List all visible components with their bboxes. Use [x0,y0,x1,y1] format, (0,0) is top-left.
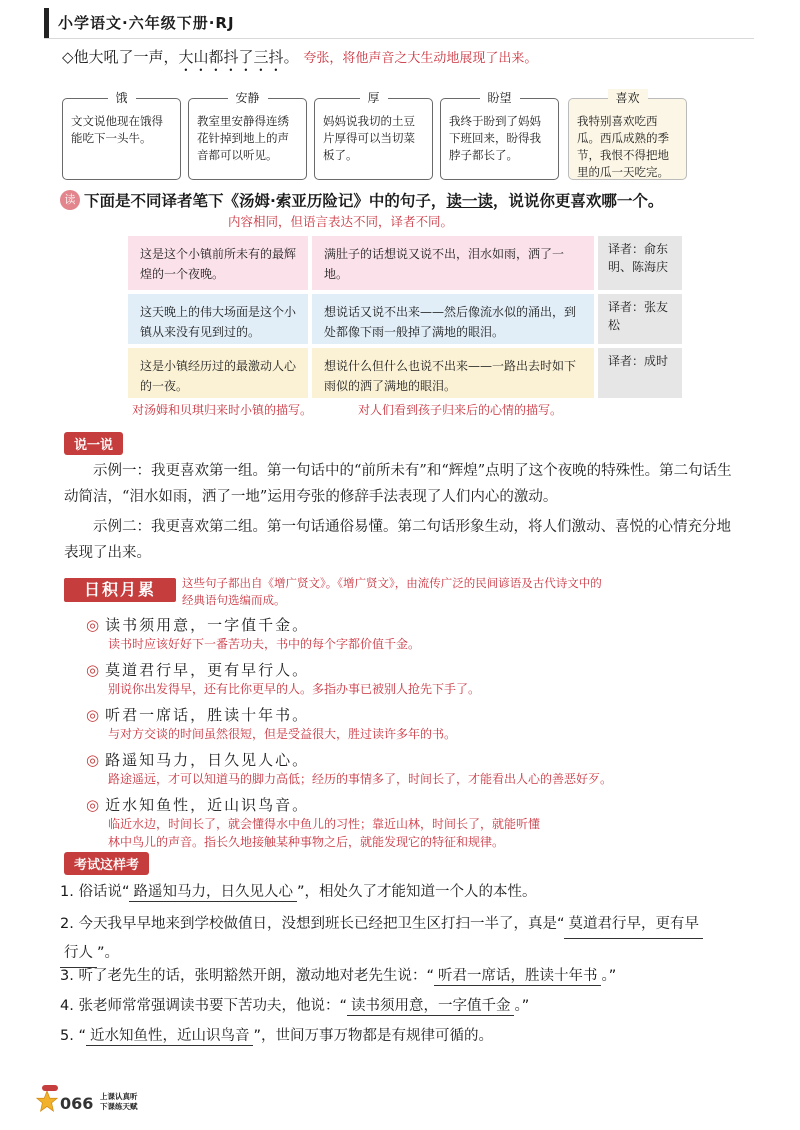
idiom-text: 路遥知马力，日久见人心。 [105,751,310,769]
intro-emphasis: 大山都抖了三抖 [178,48,284,66]
card-tag: 饿 [107,89,135,106]
idiom-item [86,749,746,788]
question-text: 。” [514,998,530,1014]
word-card [188,91,307,180]
answer-blank: 路遥知马力，日久见人心 [129,880,297,902]
card-text: 教室里安静得连绣花针掉到地上的声音都可以听见。 [197,114,289,162]
star-icon [36,1090,58,1112]
footer-slogan [100,1092,138,1112]
header-bar [44,8,49,38]
answer-blank: 听君一席话，胜读十年书 [434,964,602,986]
translation-cell: 这是这个小镇前所未有的最辉煌的一个夜晚。 [128,236,308,290]
answer-blank: 莫道君行早，更有早 [564,910,703,939]
question-text: 1. 俗话说“ [60,884,130,900]
translator-cell: 译者：张友松 [598,294,682,344]
translation-cell: 这天晚上的伟大场面是这个小镇从来没有见到过的。 [128,294,308,344]
question-text: 5. “ [60,1028,86,1044]
exam-question [60,910,750,968]
column-note-b: 对人们看到孩子归来后的心情的描写。 [358,403,563,417]
answer-blank: 近水知鱼性，近山识鸟音 [86,1024,254,1046]
question-title [84,189,663,211]
slogan-line: 下课练天赋 [100,1102,138,1111]
question-title-c: ，说说你更喜欢哪一个。 [492,192,664,210]
jiyue-badge: 日积月累 [64,578,176,602]
question-text: ”。 [97,945,120,961]
column-note-a: 对汤姆和贝琪归来时小镇的描写。 [132,403,313,417]
idiom-item [86,659,746,698]
intro-line [62,46,537,75]
translation-cell: 想说话又说不出来——然后像流水似的涌出，到处都像下雨一般掉了满地的眼泪。 [312,294,594,344]
card-text: 我终于盼到了妈妈下班回来，盼得我脖子都长了。 [449,114,541,162]
exam-badge: 考试这样考 [64,852,149,875]
idiom-gloss: 读书时应该好好下一番苦功夫，书中的每个字都价值千金。 [108,637,421,651]
card-tag: 盼望 [479,89,519,106]
idiom-gloss: 路途遥远，才可以知道马的脚力高低；经历的事情多了，时间长了，才能看出人心的善恶好歹。 [108,772,613,786]
idiom-text: 莫道君行早，更有早行人。 [105,661,310,679]
header-divider [44,38,754,39]
exam-question [60,1024,493,1046]
idiom-text: 听君一席话，胜读十年书。 [105,706,310,724]
idiom-item [86,704,746,743]
card-tag: 厚 [359,89,387,106]
exam-question [60,964,616,986]
idiom-gloss: 别说你出发得早，还有比你更早的人。多指办事已被别人抢先下手了。 [108,682,481,696]
idiom-text: 近水知鱼性，近山识鸟音。 [105,796,310,814]
question-title-b: 读一读 [446,192,493,210]
idiom-item [86,794,746,851]
slogan-line: 上课认真听 [100,1092,138,1101]
bullet-icon: ◎ [86,661,102,679]
card-text: 妈妈说我切的土豆片厚得可以当切菜板了。 [323,114,415,162]
question-text: 。” [601,968,617,984]
translator-cell: 译者：成时 [598,348,682,398]
question-text: 2. 今天我早早地来到学校做值日，没想到班长已经把卫生区打扫一半了，真是“ [60,916,565,932]
exam-question [60,994,529,1016]
question-text: 3. 听了老先生的话，张明豁然开朗，激动地对老先生说：“ [60,968,434,984]
shuo-paragraph: 示例一：我更喜欢第一组。第一句话中的“前所未有”和“辉煌”点明了这个夜晚的特殊性。第二句话生动简洁，“泪水如雨，洒了一地”运用夸张的修辞手法表现了人们内心的激动。 [64,463,732,505]
intro-end: 。 [283,48,299,66]
idiom-gloss: 临近水边，时间长了，就会懂得水中鱼儿的习性；靠近山林，时间长了，就能听懂林中鸟儿的声音。指长久地接触某种事物之后，就能发现它的特征和规律。 [108,817,541,849]
translation-cell: 这是小镇经历过的最激动人心的一夜。 [128,348,308,398]
translation-cell: 满肚子的话想说又说不出，泪水如雨，洒了一地。 [312,236,594,290]
translator-cell: 译者：俞东明、陈海庆 [598,236,682,290]
question-title-a: 下面是不同译者笔下《汤姆·索亚历险记》中的句子， [84,192,447,210]
bullet-icon: ◎ [86,616,102,634]
bullet-icon: ◎ [86,706,102,724]
jiyue-note: 这些句子都出自《增广贤文》。《增广贤文》，由流传广泛的民间谚语及古代诗文中的经典语句选编而成。 [182,576,602,607]
idiom-line [86,614,746,635]
idiom-line [86,749,746,770]
cap-icon [42,1085,58,1091]
idiom-item [86,614,746,653]
card-text: 文文说他现在饿得能吃下一头牛。 [71,114,163,145]
question-note: 内容相同，但语言表达不同，译者不同。 [228,214,454,229]
card-tag: 喜欢 [607,89,647,106]
shuo-paragraph: 示例二：我更喜欢第二组。第一句话通俗易懂。第二句话形象生动，将人们激动、喜悦的心情充分地表现了出来。 [64,519,731,561]
word-card [440,91,559,180]
word-card [314,91,433,180]
idiom-line [86,659,746,680]
question-text: 4. 张老师常常强调读书要下苦功夫，他说：“ [60,998,347,1014]
shuo-badge: 说一说 [64,432,123,455]
idiom-list [86,614,746,851]
bullet-icon: ◎ [86,751,102,769]
bullet-icon: ◎ [86,796,102,814]
idiom-line [86,794,746,815]
question-text: ”，世间万事万物都是有规律可循的。 [253,1028,493,1044]
card-tag: 安静 [227,89,267,106]
header-title: 小学语文·六年级下册·RJ [58,14,235,32]
intro-note: 夸张，将他声音之大生动地展现了出来。 [303,51,538,66]
idiom-gloss: 与对方交谈的时间虽然很短，但是受益很大，胜过读许多年的书。 [108,727,457,741]
question-text: ”，相处久了才能知道一个人的本性。 [296,884,537,900]
idiom-line [86,704,746,725]
answer-blank: 读书须用意，一字值千金 [347,994,515,1016]
word-card [568,91,687,180]
exam-question [60,880,536,902]
read-icon: 读 [60,190,80,210]
translation-cell: 想说什么但什么也说不出来——一路出去时如下雨似的洒了满地的眼泪。 [312,348,594,398]
answer-blank: 行人 [60,939,97,968]
page-number: 066 [60,1094,94,1113]
idiom-text: 读书须用意，一字值千金。 [105,616,310,634]
card-text: 我特别喜欢吃西瓜。西瓜成熟的季节，我恨不得把地里的瓜一天吃完。 [577,114,669,179]
word-card [62,91,181,180]
intro-prefix: ◇他大吼了一声， [62,48,179,66]
